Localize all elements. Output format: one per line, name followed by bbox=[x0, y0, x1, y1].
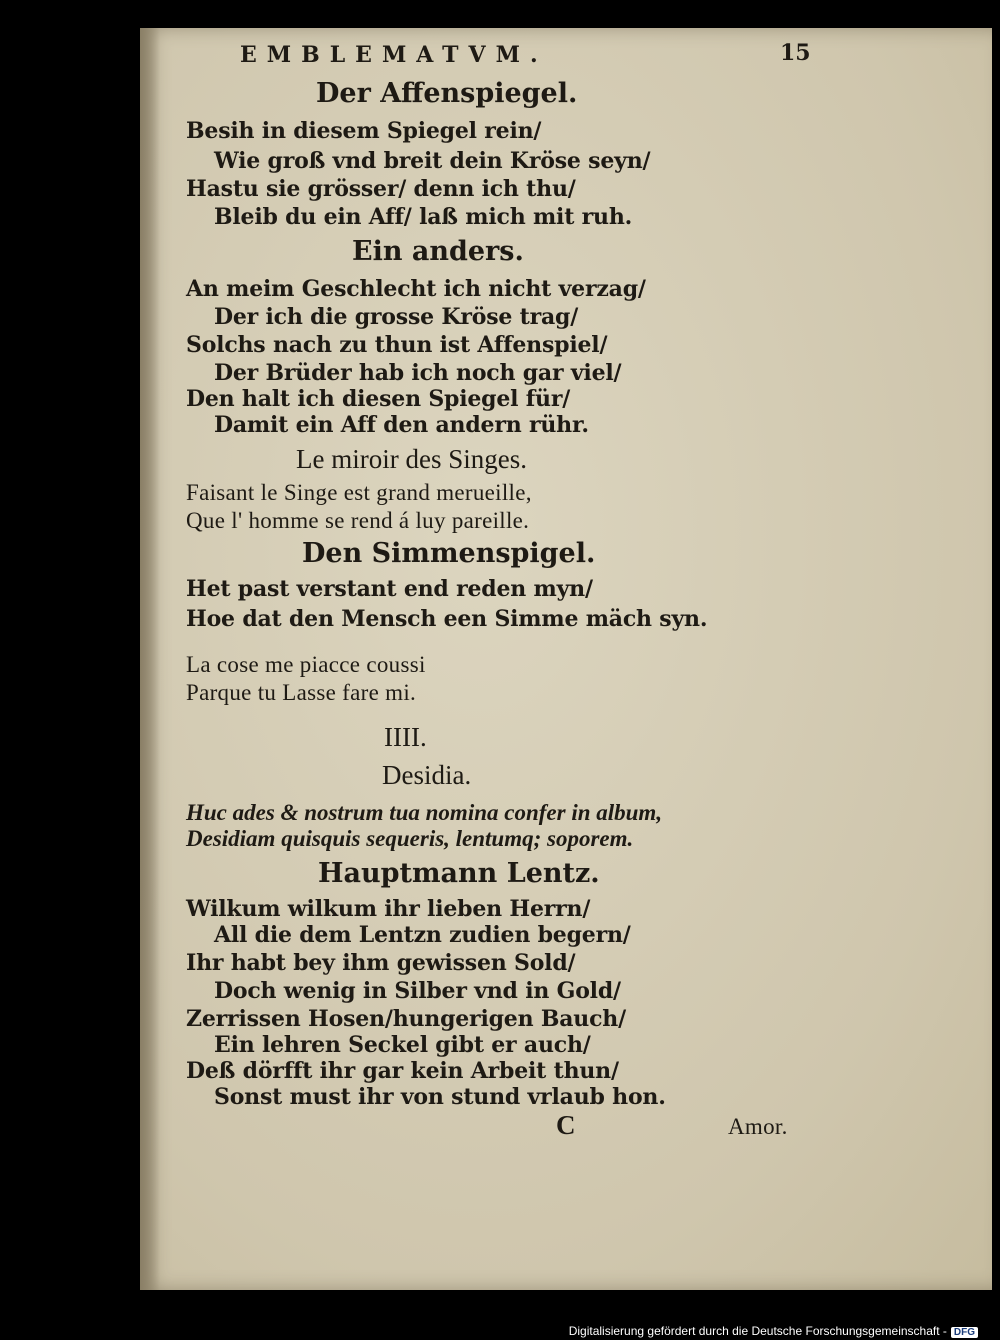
folio-number: 15 bbox=[780, 40, 811, 66]
section-title-affenspiegel: Der Affenspiegel. bbox=[316, 78, 578, 109]
verse-line: Faisant le Singe est grand merueille, bbox=[186, 480, 532, 505]
verse-line: Solchs nach zu thun ist Affenspiel/ bbox=[186, 332, 608, 358]
verse-line: Wie groß vnd breit dein Kröse seyn/ bbox=[214, 148, 651, 174]
verse-line: La cose me piacce coussi bbox=[186, 652, 426, 677]
verse-line: Der ich die grosse Kröse trag/ bbox=[214, 304, 579, 330]
verse-line: Ihr habt bey ihm gewissen Sold/ bbox=[186, 950, 576, 976]
catchword: Amor. bbox=[728, 1114, 788, 1139]
verse-line: Deß dörfft ihr gar kein Arbeit thun/ bbox=[186, 1058, 619, 1084]
dfg-logo-icon: DFG bbox=[951, 1327, 978, 1338]
verse-line: Hoe dat den Mensch een Simme mäch syn. bbox=[186, 606, 708, 632]
section-title-miroir: Le miroir des Singes. bbox=[296, 444, 527, 474]
verse-line: Doch wenig in Silber vnd in Gold/ bbox=[214, 978, 621, 1004]
emblem-motto: Desidia. bbox=[382, 760, 472, 790]
verse-line: Damit ein Aff den andern rühr. bbox=[214, 412, 589, 438]
emblem-number: IIII. bbox=[384, 722, 427, 752]
verse-line: Het past verstant end reden myn/ bbox=[186, 576, 593, 602]
verse-line: Que l' homme se rend á luy pareille. bbox=[186, 508, 530, 533]
signature-mark: C bbox=[556, 1110, 576, 1140]
section-title-hauptmann: Hauptmann Lentz. bbox=[318, 858, 600, 889]
verse-line: All die dem Lentzn zudien begern/ bbox=[214, 922, 631, 948]
section-title-simmenspigel: Den Simmenspigel. bbox=[302, 538, 596, 569]
dfg-credit-text: Digitalisierung gefördert durch die Deutsche Forschungsgemeinschaft - bbox=[568, 1324, 947, 1338]
verse-line: An meim Geschlecht ich nicht verzag/ bbox=[186, 276, 646, 302]
verse-line: Wilkum wilkum ihr lieben Herrn/ bbox=[186, 896, 591, 922]
verse-line: Bleib du ein Aff/ laß mich mit ruh. bbox=[214, 204, 633, 230]
verse-line: Der Brüder hab ich noch gar viel/ bbox=[214, 360, 622, 386]
verse-line: Zerrissen Hosen/hungerigen Bauch/ bbox=[186, 1006, 626, 1032]
verse-line: Parque tu Lasse fare mi. bbox=[186, 680, 417, 705]
verse-line: Sonst must ihr von stund vrlaub hon. bbox=[214, 1084, 666, 1110]
verse-line: Besih in diesem Spiegel rein/ bbox=[186, 118, 542, 144]
verse-line: Ein lehren Seckel gibt er auch/ bbox=[214, 1032, 591, 1058]
dfg-credit bbox=[569, 1324, 978, 1338]
running-head: EMBLEMATVM. bbox=[240, 42, 548, 68]
page-gutter-shadow bbox=[140, 28, 160, 1290]
verse-line: Hastu sie grösser/ denn ich thu/ bbox=[186, 176, 576, 202]
section-title-anders: Ein anders. bbox=[352, 236, 524, 267]
latin-epigram-line: Huc ades & nostrum tua nomina confer in album, bbox=[186, 800, 663, 825]
latin-epigram-line: Desidiam quisquis sequeris, lentumq; soporem. bbox=[186, 826, 634, 851]
verse-line: Den halt ich diesen Spiegel für/ bbox=[186, 386, 571, 412]
